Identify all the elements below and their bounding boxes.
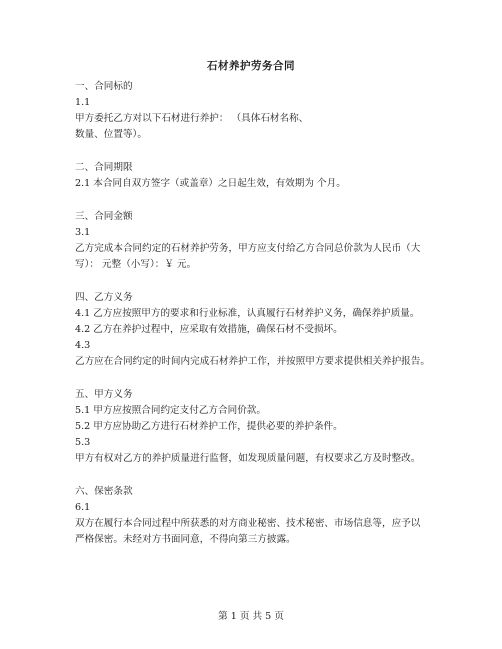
clause-number: 5.3 [75,437,91,448]
clause-text: 甲方委托乙方对以下石材进行养护： （具体石材名称、 [75,113,309,124]
clause-text: 数量、位置等）。 [75,129,147,140]
clause-text: 5.1 甲方应按照合同约定支付乙方合同价款。 [75,405,266,416]
section-heading-6: 六、保密条款 [75,486,133,497]
section-heading-5: 五、甲方义务 [75,389,133,400]
clause-text: 2.1 本合同自双方签字（或盖章）之日起生效，有效期为 个月。 [75,178,346,189]
clause-text: 5.2 甲方应协助乙方进行石材养护工作，提供必要的养护条件。 [75,421,343,432]
clause-text: 双方在履行本合同过程中所获悉的对方商业秘密、技术秘密、市场信息等，应予以 [75,518,421,529]
clause-text: 乙方完成本合同约定的石材养护劳务，甲方应支付给乙方合同总价款为人民币（大 [75,243,421,254]
clause-text: 4.1 乙方应按照甲方的要求和行业标准，认真履行石材养护义务，确保养护质量。 [75,308,420,319]
document-title: 石材养护劳务合同 [207,60,295,72]
section-heading-1: 一、合同标的 [75,81,133,92]
clause-number: 4.3 [75,340,91,351]
clause-number: 3.1 [75,227,91,238]
section-heading-2: 二、合同期限 [75,162,133,173]
clause-text: 严格保密。未经对方书面同意，不得向第三方披露。 [75,534,296,545]
clause-text: 甲方有权对乙方的养护质量进行监督，如发现质量问题，有权要求乙方及时整改。 [75,453,421,464]
clause-text: 4.2 乙方在养护过程中，应采取有效措施，确保石材不受损坏。 [75,324,343,335]
section-heading-3: 三、合同金额 [75,211,133,222]
clause-text: 乙方应在合同约定的时间内完成石材养护工作，并按照甲方要求提供相关养护报告。 [75,356,430,367]
clause-number: 1.1 [75,97,91,108]
clause-text: 写）： 元整（小写）：￥ 元。 [75,259,197,270]
clause-number: 6.1 [75,502,91,513]
page-number-footer: 第 1 页 共 5 页 [218,611,284,622]
section-heading-4: 四、乙方义务 [75,292,133,303]
